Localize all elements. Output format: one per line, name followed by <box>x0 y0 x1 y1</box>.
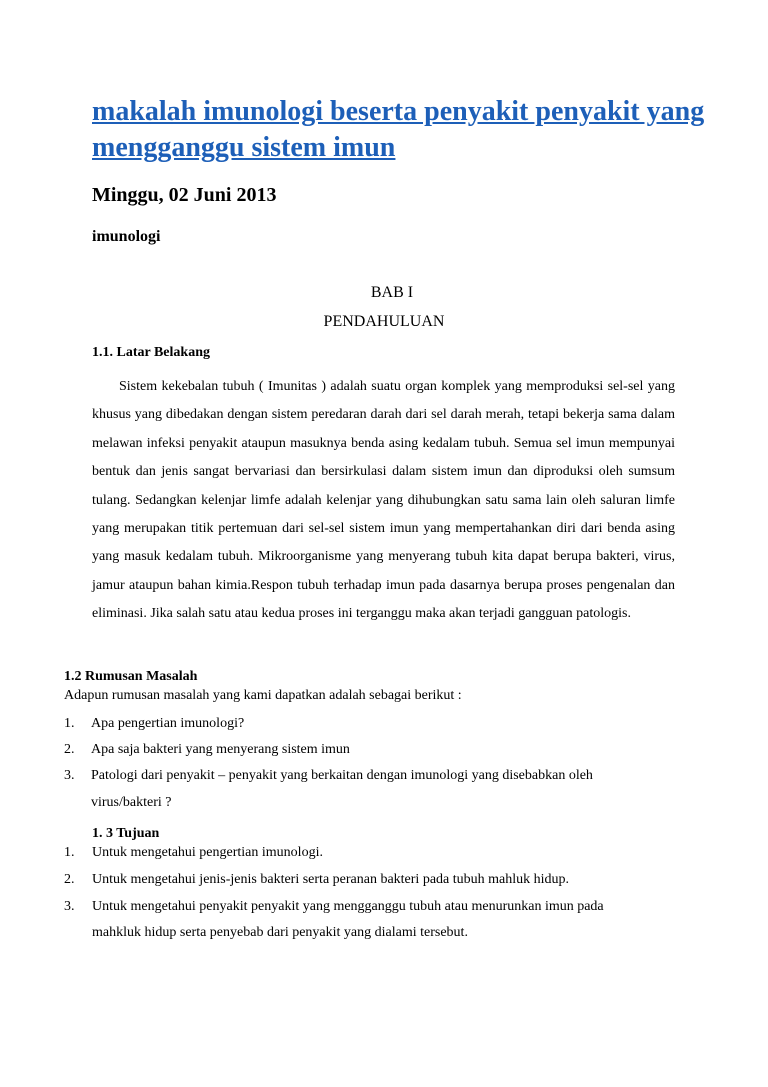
list-item-number: 3. <box>64 899 75 914</box>
post-title[interactable] <box>92 94 712 166</box>
section-heading-rumusan-masalah: 1.2 Rumusan Masalah <box>64 669 198 684</box>
section-heading-latar-belakang: 1.1. Latar Belakang <box>92 345 210 360</box>
section-heading-tujuan: 1. 3 Tujuan <box>92 826 160 841</box>
list-item-continuation: mahkluk hidup serta penyebab dari penyakit yang dialami tersebut. <box>92 925 468 940</box>
list-item-continuation: virus/bakteri ? <box>91 795 172 810</box>
list-item: Untuk mengetahui pengertian imunologi. <box>92 845 323 860</box>
list-item-number: 2. <box>64 742 75 757</box>
post-date: Minggu, 02 Juni 2013 <box>92 184 277 206</box>
rumusan-intro: Adapun rumusan masalah yang kami dapatkan adalah sebagai berikut : <box>64 688 462 703</box>
list-item: Untuk mengetahui penyakit penyakit yang mengganggu tubuh atau menurunkan imun pada <box>92 899 604 914</box>
list-item: Untuk mengetahui jenis-jenis bakteri serta peranan bakteri pada tubuh mahluk hidup. <box>92 872 570 887</box>
post-category: imunologi <box>92 228 161 245</box>
chapter-title: PENDAHULUAN <box>323 313 445 330</box>
section-body-latar-belakang: Sistem kekebalan tubuh ( Imunitas ) adalah suatu organ komplek yang memproduksi sel-sel yang khusus yang dibedakan dengan sistem peredaran darah dari sel darah merah, tetapi bekerja sama dalam melawan infeksi penyakit ataupun masuknya benda asing kedalam tubuh. Semua sel imun mempunyai bentuk dan jenis sangat bervariasi dan bersirkulasi dalam sistem imun dan diproduksi oleh sumsum tulang. Sedangkan kelenjar limfe adalah kelenjar yang dihubungkan satu sama lain oleh saluran limfe yang merupakan titik pertemuan dari sel-sel sistem imun yang mempertahankan diri dari benda asing yang masuk kedalam tubuh. Mikroorganisme yang menyerang tubuh kita dapat berupa bakteri, virus, jamur ataupun bahan kimia.Respon tubuh terhadap imun pada dasarnya berupa proses pengenalan dan eliminasi. Jika salah satu atau kedua proses ini terganggu maka akan terjadi gangguan patologis. <box>92 379 675 622</box>
post-title-link[interactable]: makalah imunologi beserta penyakit penyakit yang mengganggu sistem imun <box>92 96 705 163</box>
list-item-number: 3. <box>64 768 75 783</box>
list-item: Patologi dari penyakit – penyakit yang berkaitan dengan imunologi yang disebabkan oleh <box>91 768 593 783</box>
list-item-number: 2. <box>64 872 75 887</box>
list-item: Apa pengertian imunologi? <box>91 716 245 731</box>
list-item: Apa saja bakteri yang menyerang sistem imun <box>91 742 350 757</box>
list-item-number: 1. <box>64 845 75 860</box>
chapter-number: BAB I <box>370 284 414 301</box>
list-item-number: 1. <box>64 716 75 731</box>
